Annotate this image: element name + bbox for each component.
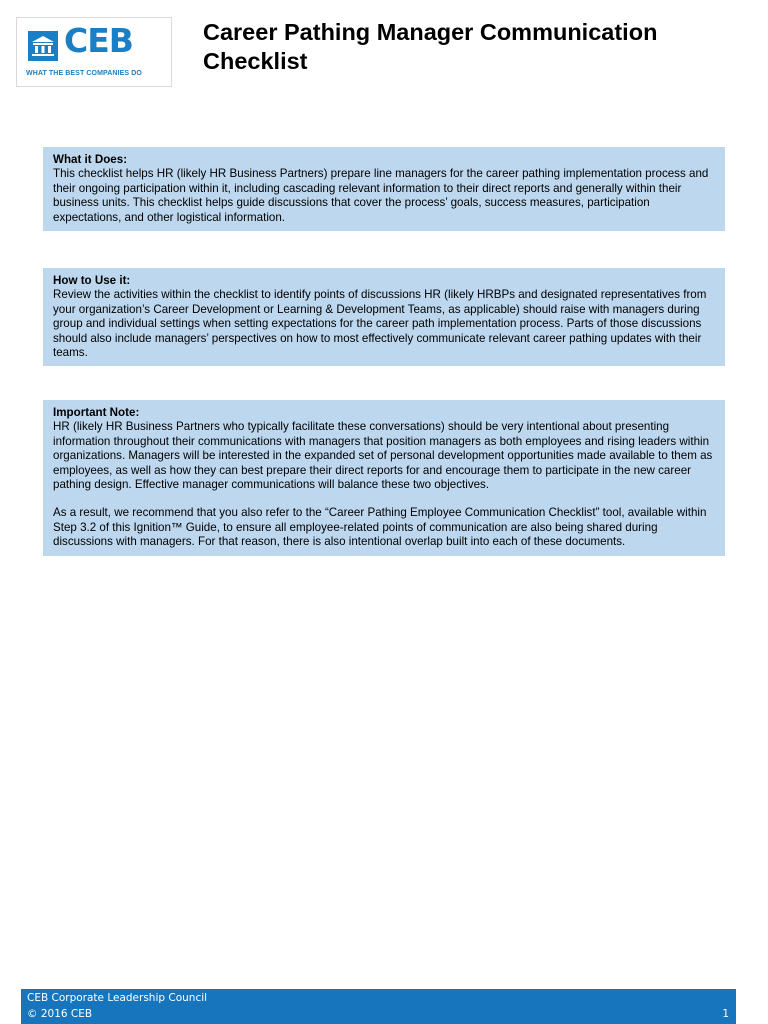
section-heading: How to Use it: (53, 274, 131, 287)
section-paragraph: As a result, we recommend that you also refer to the “Career Pathing Employee Communication Checklist” tool, available within Step 3.2 of this Ignition™ Guide, to ensure all employee-related points of communication are also being shared during discussions with managers. For that reason, there is also intentional overlap built into each of these documents. (53, 506, 707, 549)
section-paragraph: This checklist helps HR (likely HR Business Partners) prepare line managers for the career pathing implementation process and their ongoing participation within it, including cascading relevant information to their direct reports and generally within their business units. This checklist helps guide discussions that cover the process’ goals, success measures, participation expectations, and other logistical information. (53, 167, 709, 224)
logo-wordmark: CEB (64, 21, 133, 60)
section-paragraph: Review the activities within the checklist to identify points of discussions HR (likely HRBPs and designated representatives from your organization’s Career Development or Learning & Development Teams, as applicable) should raise with managers during group and individual settings when setting expectations for the career path implementation process. Parts of those discussions should also include managers’ perspectives on how to most effectively communicate relevant career pathing updates with their teams. (53, 288, 707, 360)
what-it-does-section (43, 147, 725, 231)
document-title: Career Pathing Manager Communication Checklist (203, 19, 658, 74)
footer-copyright: © 2016 CEB (27, 1008, 93, 1020)
section-paragraph: HR (likely HR Business Partners who typically facilitate these conversations) should be very intentional about presenting information throughout their communications with managers that position managers as both employees and rising leaders within organizations. Managers will be interested in the expanded set of personal development opportunities made available to them as employees, as well as how they can best prepare their direct reports for and encourage them to participate in the new career pathing design. Effective manager communications will balance these two objectives. (53, 420, 713, 492)
important-note-section (43, 400, 725, 556)
section-heading: What it Does: (53, 153, 128, 166)
logo-tagline: WHAT THE BEST COMPANIES DO (26, 70, 142, 77)
page-number: 1 (722, 1008, 729, 1020)
page-footer (21, 989, 736, 1024)
building-icon (28, 31, 58, 61)
section-heading: Important Note: (53, 406, 140, 419)
how-to-use-section (43, 268, 725, 366)
footer-organization: CEB Corporate Leadership Council (27, 992, 208, 1004)
ceb-logo (16, 17, 172, 87)
